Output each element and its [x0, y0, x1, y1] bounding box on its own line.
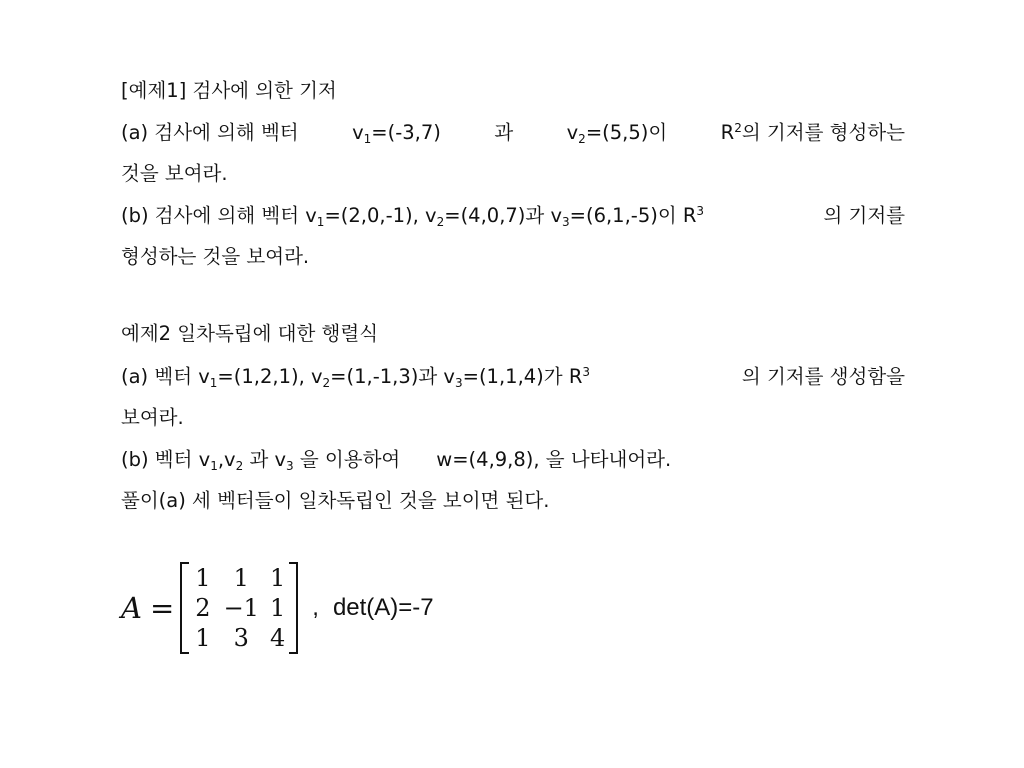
matrix-cell: 1	[195, 564, 211, 592]
matrix-symbol: A	[121, 591, 142, 625]
example1-part-b-cont: 형성하는 것을 보여라.	[121, 245, 310, 268]
ex2b-w: w=(4,9,8), 을 나타내어라.	[436, 448, 672, 471]
matrix-cell: −1	[223, 594, 259, 622]
matrix-cell: 2	[195, 594, 211, 622]
matrix-cell: 1	[233, 564, 249, 592]
ex1a-conj: 과	[494, 121, 514, 144]
matrix-cell: 3	[233, 624, 249, 652]
example1-part-b	[121, 204, 905, 228]
ex2a-rest: 의 기저를 생성함을	[741, 365, 905, 388]
example1-part-a	[121, 121, 905, 145]
example2-title: 예제2 일차독립에 대한 행렬식	[121, 322, 379, 345]
matrix-cell: 1	[269, 564, 286, 592]
solution-line: 풀이(a) 세 벡터들이 일차독립인 것을 보이면 된다.	[121, 489, 550, 512]
ex1b-prefix: (b) 검사에 의해 벡터 $v_1=(2,0,-1)$, $v_2=(4,0,7)$과 $v_3=(6,1,-5)$이 $R^3$	[121, 204, 705, 229]
matrix-left-bracket	[180, 562, 189, 654]
ex1b-rest: 의 기저를	[823, 204, 905, 227]
matrix-cell: 1	[269, 594, 286, 622]
example2-part-b	[121, 448, 905, 472]
example1-part-a-cont: 것을 보여라.	[121, 162, 228, 185]
ex2b-main: (b) 벡터 $v_1,v_2$ 과 $v_3$ 을 이용하여	[121, 448, 401, 473]
ex1a-prefix: (a) 검사에 의해 벡터	[121, 121, 299, 144]
example2-part-a-cont: 보여라.	[121, 406, 184, 429]
matrix-grid	[189, 563, 289, 653]
example1-title: [예제1] 검사에 의한 기저	[121, 79, 337, 102]
matrix-right-bracket	[289, 562, 298, 654]
matrix-equals: =	[149, 591, 175, 625]
example2-part-a	[121, 365, 905, 389]
ex1a-v2: $v_2=(5,5)$이	[566, 121, 668, 146]
determinant-text: , det(A)=-7	[312, 594, 434, 621]
ex1a-v1: $v_1=(-3,7)$	[352, 121, 441, 146]
matrix-cell: 4	[269, 624, 286, 652]
matrix-cell: 1	[195, 624, 211, 652]
matrix-equation	[121, 560, 434, 656]
ex2a-main: (a) 벡터 $v_1=(1,2,1)$, $v_2=(1,-1,3)$과 $v_3=(1,1,4)$가 $R^3$	[121, 365, 591, 390]
ex1a-rest: $R^2$의 기저를 형성하는	[720, 121, 905, 144]
